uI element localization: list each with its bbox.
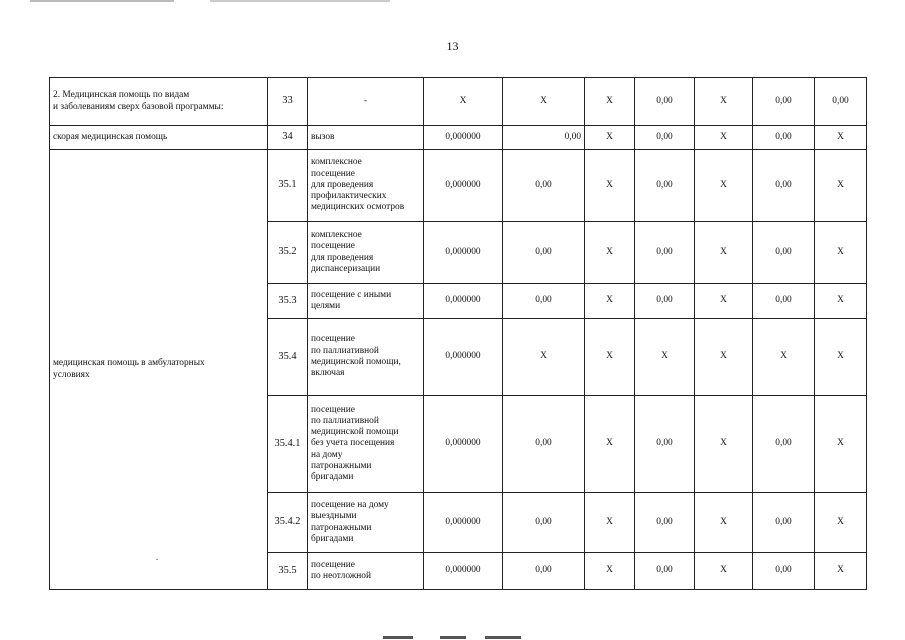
scan-artifact-bottom: [440, 636, 466, 639]
value-cell: X: [585, 319, 635, 396]
value-cell: 0,00: [503, 493, 585, 553]
value-cell: 0,00: [503, 222, 585, 284]
unit-text: посещение по паллиативной медицинской помощи без учета посещения на дому патронажными бригадами: [311, 404, 399, 483]
row-name: скорая медицинская помощь: [50, 126, 268, 150]
row-number: 35.4.1: [268, 396, 308, 493]
row-number: 35.3: [268, 284, 308, 319]
value-cell: X: [585, 396, 635, 493]
row-name-cell: [50, 150, 268, 590]
value-cell: X: [815, 319, 867, 396]
unit-cell: [308, 284, 424, 319]
value-cell: X: [695, 319, 753, 396]
scan-artifact-bottom: [485, 636, 521, 639]
value-cell: X: [695, 222, 753, 284]
value-cell: X: [815, 222, 867, 284]
value-cell: X: [635, 319, 695, 396]
value-cell: 0,000000: [424, 553, 503, 590]
scan-artifact-top: [30, 0, 390, 2]
value-cell: 0,000000: [424, 396, 503, 493]
row-number: 35.4: [268, 319, 308, 396]
value-cell: X: [424, 78, 503, 126]
row-name: 2. Медицинская помощь по видам и заболеваниям сверх базовой программы:: [53, 90, 224, 112]
unit-text: комплексное посещение для проведения диспансеризации: [311, 229, 381, 274]
value-cell: 0,000000: [424, 493, 503, 553]
value-cell: X: [695, 78, 753, 126]
value-cell: X: [815, 493, 867, 553]
value-cell: 0,00: [503, 284, 585, 319]
value-cell: X: [695, 493, 753, 553]
row-number: 35.1: [268, 150, 308, 222]
row-number: 33: [268, 78, 308, 126]
value-cell: 0,000000: [424, 126, 503, 150]
unit-cell: [308, 493, 424, 553]
unit-text: посещение с иными целями: [311, 289, 392, 311]
unit-text: посещение на дому выездными патронажными бригадами: [311, 499, 389, 544]
table-row: [50, 78, 867, 126]
value-cell: 0,00: [753, 493, 815, 553]
value-cell: X: [585, 150, 635, 222]
value-cell: 0,00: [753, 78, 815, 126]
value-cell: X: [585, 222, 635, 284]
value-cell: 0,00: [635, 553, 695, 590]
table-row: [50, 150, 867, 222]
value-cell: 0,00: [753, 150, 815, 222]
value-cell: 0,00: [635, 126, 695, 150]
unit-text: посещение по неотложной: [311, 559, 371, 581]
page-number: 13: [446, 39, 459, 53]
value-cell: X: [695, 396, 753, 493]
unit-cell: -: [308, 78, 424, 126]
value-cell: 0,000000: [424, 319, 503, 396]
row-number: 35.2: [268, 222, 308, 284]
unit-text: посещение по паллиативной медицинской помощи, включая: [311, 334, 401, 379]
table-row: [50, 126, 867, 150]
value-cell: 0,00: [753, 553, 815, 590]
unit-cell: [308, 150, 424, 222]
value-cell: 0,00: [635, 150, 695, 222]
value-cell: 0,00: [635, 396, 695, 493]
value-cell: X: [503, 319, 585, 396]
value-cell: X: [695, 553, 753, 590]
value-cell: 0,00: [753, 284, 815, 319]
value-cell: 0,00: [635, 493, 695, 553]
unit-cell: [308, 222, 424, 284]
row-name: медицинская помощь в амбулаторных условиях: [53, 358, 205, 380]
value-cell: 0,00: [635, 284, 695, 319]
value-cell: X: [585, 493, 635, 553]
value-cell: 0,00: [815, 78, 867, 126]
value-cell: 0,00: [503, 396, 585, 493]
value-cell: X: [585, 284, 635, 319]
unit-cell: [308, 319, 424, 396]
row-number: 34: [268, 126, 308, 150]
value-cell: 0,00: [503, 126, 585, 150]
value-cell: X: [503, 78, 585, 126]
value-cell: 0,000000: [424, 150, 503, 222]
row-number: 35.4.2: [268, 493, 308, 553]
unit-text: комплексное посещение для проведения профилактических медицинских осмотров: [311, 157, 405, 213]
scan-artifact-bottom: [383, 636, 413, 639]
value-cell: 0,00: [635, 222, 695, 284]
scan-speck: [156, 559, 158, 560]
value-cell: X: [753, 319, 815, 396]
value-cell: 0,000000: [424, 222, 503, 284]
row-name-cell: [50, 78, 268, 126]
value-cell: 0,000000: [424, 284, 503, 319]
value-cell: X: [695, 126, 753, 150]
value-cell: 0,00: [503, 150, 585, 222]
value-cell: X: [815, 553, 867, 590]
value-cell: 0,00: [753, 126, 815, 150]
unit-cell: [308, 396, 424, 493]
row-number: 35.5: [268, 553, 308, 590]
value-cell: X: [815, 396, 867, 493]
value-cell: 0,00: [503, 553, 585, 590]
value-cell: X: [585, 78, 635, 126]
value-cell: 0,00: [753, 396, 815, 493]
value-cell: X: [815, 126, 867, 150]
value-cell: X: [585, 553, 635, 590]
medical-care-table: [49, 77, 867, 590]
value-cell: X: [815, 150, 867, 222]
value-cell: 0,00: [635, 78, 695, 126]
unit-cell: [308, 553, 424, 590]
value-cell: X: [585, 126, 635, 150]
value-cell: X: [695, 150, 753, 222]
unit-cell: вызов: [308, 126, 424, 150]
value-cell: 0,00: [753, 222, 815, 284]
value-cell: X: [695, 284, 753, 319]
value-cell: X: [815, 284, 867, 319]
